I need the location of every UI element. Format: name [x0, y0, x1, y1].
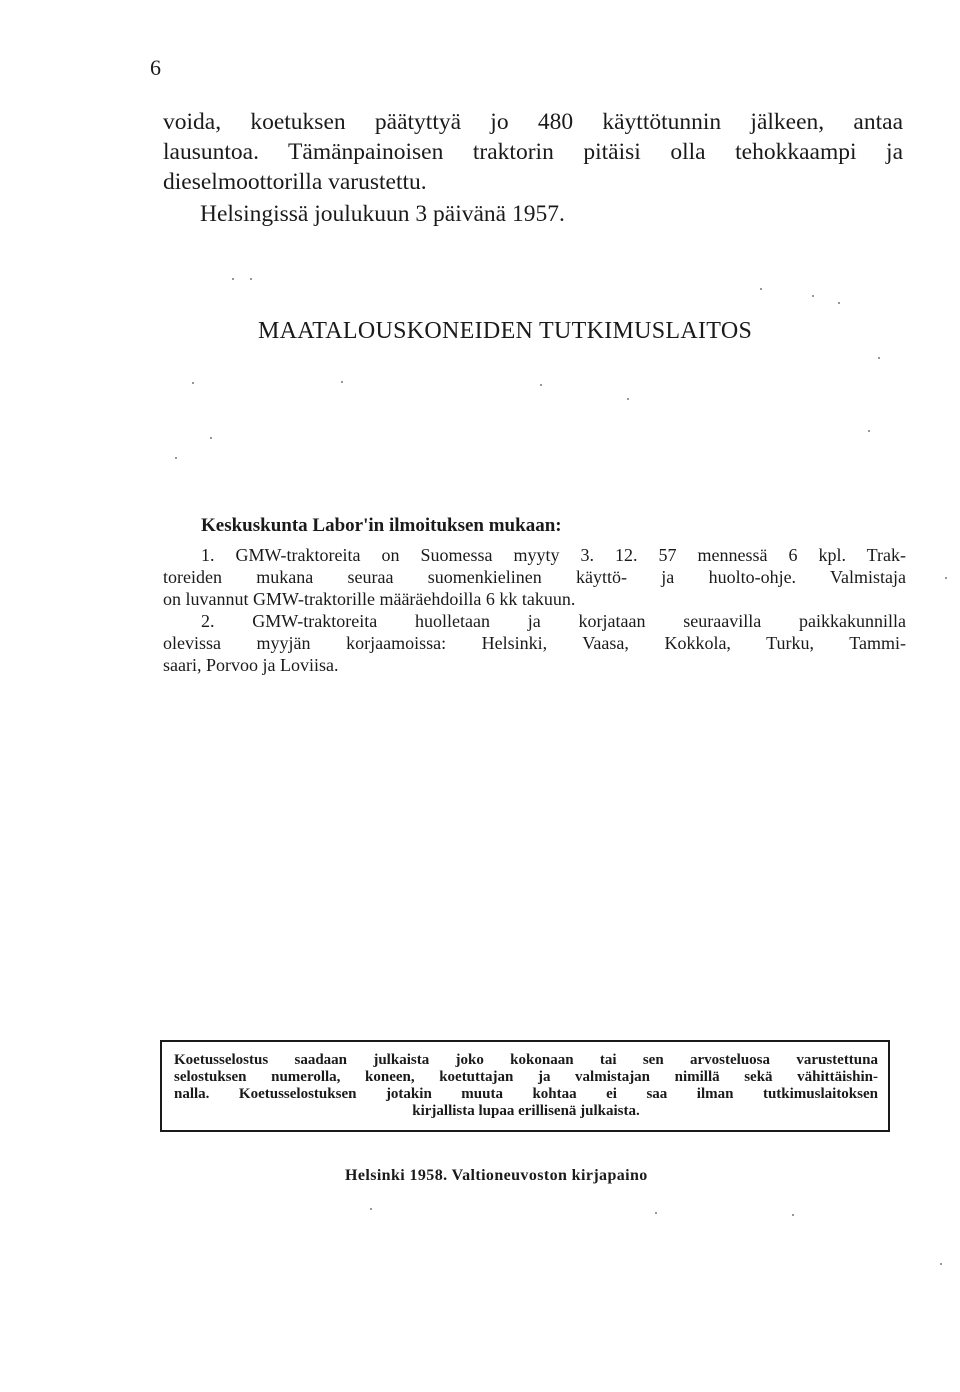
- scan-speck: [760, 288, 762, 290]
- scan-speck: [940, 1263, 942, 1265]
- publication-notice-box: [160, 1040, 890, 1132]
- scan-speck: [878, 357, 880, 359]
- scan-speck: [232, 278, 234, 280]
- scan-speck: [540, 384, 542, 386]
- scan-speck: [838, 302, 840, 304]
- list-item-2-line: 2. GMW-traktoreita huolletaan ja korjataan seuraavilla paikkakunnilla: [201, 611, 906, 631]
- notice-line: selostuksen numerolla, koneen, koetuttajan ja valmistajan nimillä sekä vähittäishin-: [174, 1069, 878, 1085]
- scan-speck: [792, 1214, 794, 1216]
- page-number: 6: [150, 55, 161, 80]
- scan-speck: [175, 457, 177, 459]
- intro-line: lausuntoa. Tämänpainoisen traktorin pitäisi olla tehokkaampi ja: [163, 139, 903, 165]
- scan-speck: [370, 1208, 372, 1210]
- notice-line: nalla. Koetusselostuksen jotakin muuta kohtaa ei saa ilman tutkimuslaitoksen: [174, 1086, 878, 1102]
- scan-speck: [655, 1212, 657, 1214]
- notice-line: Koetusselostus saadaan julkaista joko kokonaan tai sen arvosteluosa varustettuna: [174, 1052, 878, 1068]
- list-item-2-line: olevissa myyjän korjaamoissa: Helsinki, Vaasa, Kokkola, Turku, Tammi-: [163, 633, 906, 653]
- intro-paragraph: [163, 107, 903, 197]
- list-item-1-line: toreiden mukana seuraa suomenkielinen käyttö- ja huolto-ohje. Valmistaja: [163, 567, 906, 587]
- section-heading: Keskuskunta Labor'in ilmoituksen mukaan:: [201, 515, 562, 536]
- scan-speck: [341, 381, 343, 383]
- info-list: [163, 544, 906, 676]
- list-item-1-line: 1. GMW-traktoreita on Suomessa myyty 3. 12. 57 mennessä 6 kpl. Trak-: [201, 545, 906, 565]
- scan-speck: [812, 295, 814, 297]
- scan-speck: [627, 398, 629, 400]
- scan-speck: [945, 577, 947, 579]
- date-line: Helsingissä joulukuun 3 päivänä 1957.: [200, 201, 565, 227]
- list-item-1-line: on luvannut GMW-traktorille määräehdoilla 6 kk takuun.: [163, 589, 576, 609]
- scan-speck: [868, 430, 870, 432]
- list-item-2-line: saari, Porvoo ja Loviisa.: [163, 655, 339, 675]
- intro-line: voida, koetuksen päätyttyä jo 480 käyttötunnin jälkeen, antaa: [163, 109, 903, 135]
- scan-speck: [210, 437, 212, 439]
- intro-line: dieselmoottorilla varustettu.: [163, 169, 427, 195]
- scan-speck: [250, 278, 252, 280]
- notice-last-line: kirjallista lupaa erillisenä julkaista.: [412, 1103, 640, 1119]
- printer-imprint: Helsinki 1958. Valtioneuvoston kirjapaino: [345, 1167, 648, 1184]
- scan-speck: [192, 382, 194, 384]
- institution-signature: MAATALOUSKONEIDEN TUTKIMUSLAITOS: [258, 318, 753, 344]
